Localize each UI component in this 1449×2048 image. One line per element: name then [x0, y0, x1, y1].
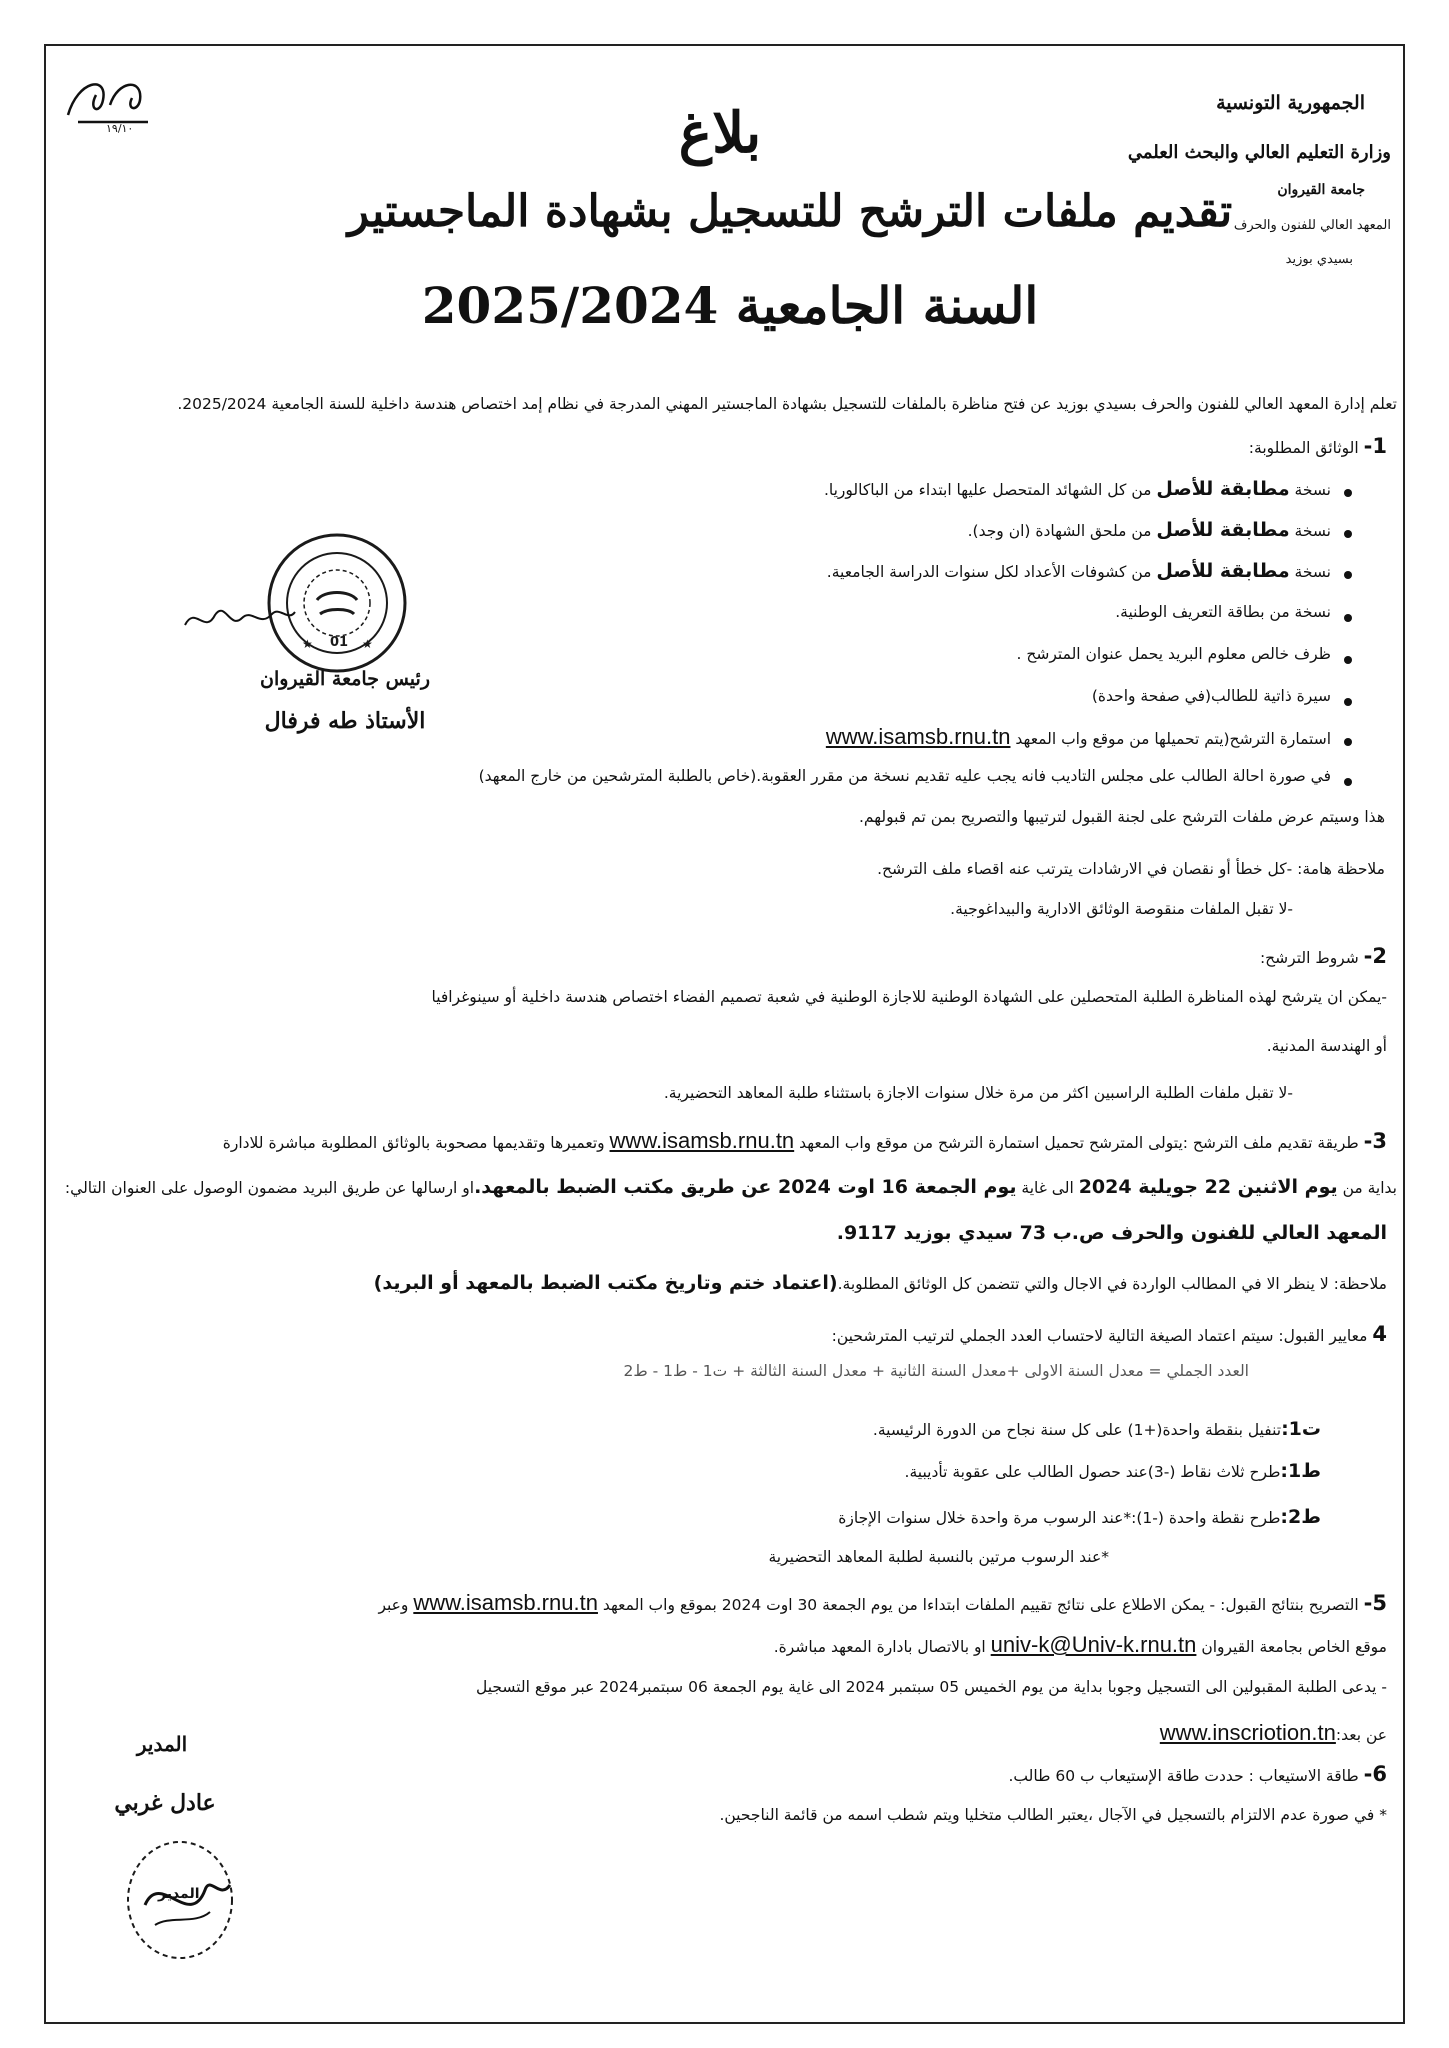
president-title: رئيس جامعة القيروان — [259, 668, 431, 690]
section-title: معايير القبول: سيتم اعتماد الصيغة التالية لاحتساب العدد الجملي لترتيب المترشحين: — [831, 1327, 1368, 1345]
results-text: موقع الخاص بجامعة القيروان — [1196, 1638, 1387, 1656]
list-item — [824, 478, 1331, 500]
section-number: 3- — [1363, 1129, 1387, 1153]
item-text: من كل الشهائد المتحصل عليها ابتداء من الباكالوريا. — [823, 481, 1157, 499]
bullet-dot — [1344, 698, 1352, 706]
director-title: المدير — [136, 1732, 188, 1756]
conditions-line-3: -لا تقبل ملفات الطلبة الراسبين اكثر من مرة خلال سنوات الاجازة باستثناء طلبة المعاهد التحضيرية. — [663, 1084, 1293, 1102]
submission-text: طريقة تقديم ملف الترشح :يتولى المترشح تحميل استمارة الترشح من موقع واب المعهد — [794, 1134, 1359, 1152]
criteria-text: طرح ثلاث نقاط (-3)عند حصول الطالب على عقوبة تأديبية. — [904, 1463, 1281, 1481]
item-text: ظرف خالص معلوم البريد يحمل عنوان المترشح . — [1016, 645, 1331, 663]
submission-text: الى غاية — [1016, 1179, 1079, 1197]
list-item — [968, 519, 1331, 541]
conditions-line-1: -يمكن ان يترشح لهذه المناظرة الطلبة المتحصلين على الشهادة الوطنية للاجازة الوطنية في شعبة تصميم الفضاء اختصاص هندسة داخلية أو سينوغرافيا — [431, 988, 1387, 1006]
important-note-line-1 — [877, 860, 1385, 878]
criteria-label: ط1: — [1280, 1460, 1321, 1482]
bullet-dot — [1344, 530, 1352, 538]
results-line-2 — [774, 1632, 1387, 1658]
criteria-penalty-2 — [838, 1506, 1321, 1528]
item-emphasis: مطابقة للأصل — [1156, 560, 1290, 582]
country-name: الجمهورية التونسية — [1216, 92, 1365, 114]
submission-text: وتعميرها وتقديمها مصحوبة بالوثائق المطلوبة مباشرة للادارة — [222, 1134, 610, 1152]
item-emphasis: مطابقة للأصل — [1156, 519, 1290, 541]
item-text: من كشوفات الأعداد لكل سنوات الدراسة الجامعية. — [826, 563, 1157, 581]
note-text: -كل خطأ أو نقصان في الارشادات يترتب عنه اقصاء ملف الترشح. — [877, 860, 1293, 878]
svg-text:★: ★ — [302, 637, 313, 651]
university-name: جامعة القيروان — [1277, 182, 1365, 198]
section-title: شروط الترشح: — [1259, 949, 1359, 967]
section-number: 4 — [1372, 1322, 1387, 1346]
note-emphasis: (اعتماد ختم وتاريخ مكتب الضبط بالمعهد أو البريد) — [373, 1272, 838, 1294]
criteria-penalty-2-detail: *عند الرسوب مرتين بالنسبة لطلبة المعاهد التحضيرية — [768, 1548, 1109, 1566]
president-name: الأستاذ طه فرفال — [264, 708, 426, 734]
criteria-penalty-1 — [905, 1460, 1321, 1482]
institute-website-link[interactable]: www.isamsb.rnu.tn — [413, 1590, 598, 1615]
results-text: عن بعد: — [1335, 1726, 1387, 1744]
institute-city: بسيدي بوزيد — [1285, 252, 1353, 267]
notice-title: بلاغ — [678, 100, 762, 166]
postal-address: المعهد العالي للفنون والحرف ص.ب 73 سيدي بوزيد 9117. — [836, 1222, 1387, 1244]
note-label: ملاحظة هامة: — [1297, 860, 1385, 878]
svg-text:١٩/١٠: ١٩/١٠ — [106, 122, 134, 135]
ministry-name: وزارة التعليم العالي والبحث العلمي — [1127, 142, 1391, 163]
item-emphasis: مطابقة للأصل — [1156, 478, 1290, 500]
institute-website-link[interactable]: www.isamsb.rnu.tn — [825, 724, 1011, 749]
list-item — [1115, 603, 1331, 621]
intro-text: تعلم إدارة المعهد العالي للفنون والحرف بسيدي بوزيد عن فتح مناظرة بالملفات للتسجيل بشهادة الماجستير المهني المدرجة في نظام إمد اختصاص هندسة داخلية للسنة الجامعية 2025/2024. — [177, 395, 1397, 413]
item-text: في صورة احالة الطالب على مجلس التاديب فانه يجب عليه تقديم نسخة من مقرر العقوبة.(خاص بالطلبة المترشحين من خارج المعهد) — [478, 767, 1331, 785]
submission-note — [374, 1272, 1387, 1294]
list-item — [827, 560, 1331, 582]
score-formula: العدد الجملي = معدل السنة الاولى +معدل السنة الثانية + معدل السنة الثالثة + ت1 - ط1 - ط2 — [623, 1362, 1249, 1380]
results-text: وعبر — [378, 1596, 414, 1614]
results-line-4 — [1160, 1720, 1387, 1746]
results-text: - يمكن الاطلاع على نتائج تقييم الملفات ابتداءا من يوم الجمعة 30 اوت 2024 بموقع واب المعهد — [597, 1596, 1216, 1614]
item-text: نسخة — [1289, 522, 1331, 540]
criteria-heading — [832, 1322, 1387, 1346]
registration-website-link[interactable]: www.inscriotion.tn — [1159, 1720, 1336, 1745]
criteria-label: ط2: — [1280, 1506, 1321, 1528]
item-text: نسخة — [1289, 563, 1331, 581]
svg-text:01: 01 — [330, 635, 349, 650]
item-text: سيرة ذاتية للطالب(في صفحة واحدة) — [1091, 687, 1331, 705]
section-number: 5- — [1363, 1591, 1387, 1615]
start-date: يوم الاثنين 22 جويلية 2024 — [1078, 1176, 1338, 1198]
criteria-text: تنفيل بنقطة واحدة(+1) على كل سنة نجاح من الدورة الرئيسية. — [872, 1421, 1282, 1439]
criteria-text: طرح نقطة واحدة (-1):*عند الرسوب مرة واحدة خلال سنوات الإجازة — [838, 1509, 1281, 1527]
capacity-line — [1008, 1762, 1387, 1786]
university-email-link[interactable]: univ-k@Univ-k.rnu.tn — [990, 1632, 1197, 1657]
capacity-footnote: * في صورة عدم الالتزام بالتسجيل في الآجال ،يعتبر الطالب متخليا ويتم شطب اسمه من قائمة الناجحين. — [719, 1806, 1387, 1824]
svg-text:المدير: المدير — [158, 1886, 200, 1902]
section-conditions-heading — [1260, 944, 1387, 968]
item-text: نسخة — [1289, 481, 1331, 499]
director-stamp-icon — [110, 1830, 260, 1970]
submission-line-2 — [65, 1176, 1397, 1198]
section-number: 6- — [1363, 1762, 1387, 1786]
section-title: التصريح بنتائج القبول: — [1220, 1596, 1359, 1614]
bullet-dot — [1344, 489, 1352, 497]
note-text: ملاحظة: لا ينظر الا في المطالب الواردة في الاجال والتي تتضمن كل الوثائق المطلوبة. — [837, 1275, 1387, 1293]
submission-text: او ارسالها عن طريق البريد مضمون الوصول على العنوان التالي: — [64, 1179, 475, 1197]
capacity-text: طاقة الاستيعاب : حددت طاقة الإستيعاب ب 60 طالب. — [1008, 1767, 1359, 1785]
director-name: عادل غربي — [114, 1790, 216, 1816]
handwritten-signature — [180, 600, 300, 640]
criteria-bonus — [873, 1418, 1321, 1440]
list-item — [1092, 687, 1331, 705]
bullet-dot — [1344, 738, 1352, 746]
bullet-dot — [1344, 571, 1352, 579]
svg-text:★: ★ — [362, 637, 373, 651]
submission-line-1 — [223, 1128, 1387, 1154]
list-item — [479, 767, 1331, 785]
institute-website-link[interactable]: www.isamsb.rnu.tn — [609, 1128, 795, 1153]
submission-text: بداية من — [1337, 1179, 1397, 1197]
intro-paragraph — [47, 395, 1397, 413]
bullet-dot — [1344, 778, 1352, 786]
main-title: تقديم ملفات الترشح للتسجيل بشهادة الماجستير — [347, 186, 1233, 237]
conditions-line-2: أو الهندسة المدنية. — [1266, 1037, 1387, 1055]
handwritten-initials — [48, 70, 158, 140]
section-documents-heading — [1249, 434, 1387, 458]
important-note-line-2: -لا تقبل الملفات منقوصة الوثائق الادارية والبيداغوجية. — [950, 900, 1293, 918]
bullet-dot — [1344, 614, 1352, 622]
institute-name: المعهد العالي للفنون والحرف — [1233, 218, 1391, 233]
bullet-dot — [1344, 656, 1352, 664]
list-item — [1017, 645, 1331, 663]
results-text: او بالاتصال بادارة المعهد مباشرة. — [773, 1638, 991, 1656]
committee-note: هذا وسيتم عرض ملفات الترشح على لجنة القبول لترتيبها والتصريح بمن تم قبولهم. — [859, 808, 1385, 826]
academic-year-title: السنة الجامعية 2025/2024 — [421, 276, 1039, 335]
section-number: 2- — [1363, 944, 1387, 968]
item-text: نسخة من بطاقة التعريف الوطنية. — [1115, 603, 1331, 621]
section-number: 1- — [1363, 434, 1387, 458]
item-text: استمارة الترشح(يتم تحميلها من موقع واب المعهد — [1010, 730, 1331, 748]
results-line-1 — [378, 1590, 1387, 1616]
section-title: الوثائق المطلوبة: — [1248, 439, 1359, 457]
list-item — [826, 724, 1331, 750]
results-line-3: - يدعى الطلبة المقبولين الى التسجيل وجوبا بداية من يوم الخميس 05 سبتمبر 2024 الى غاية يوم الجمعة 06 سبتمبر2024 عبر موقع التسجيل — [475, 1678, 1387, 1696]
item-text: من ملحق الشهادة (ان وجد). — [967, 522, 1157, 540]
end-date: يوم الجمعة 16 اوت 2024 عن طريق مكتب الضبط بالمعهد. — [474, 1176, 1017, 1198]
criteria-label: ت1: — [1281, 1418, 1321, 1440]
